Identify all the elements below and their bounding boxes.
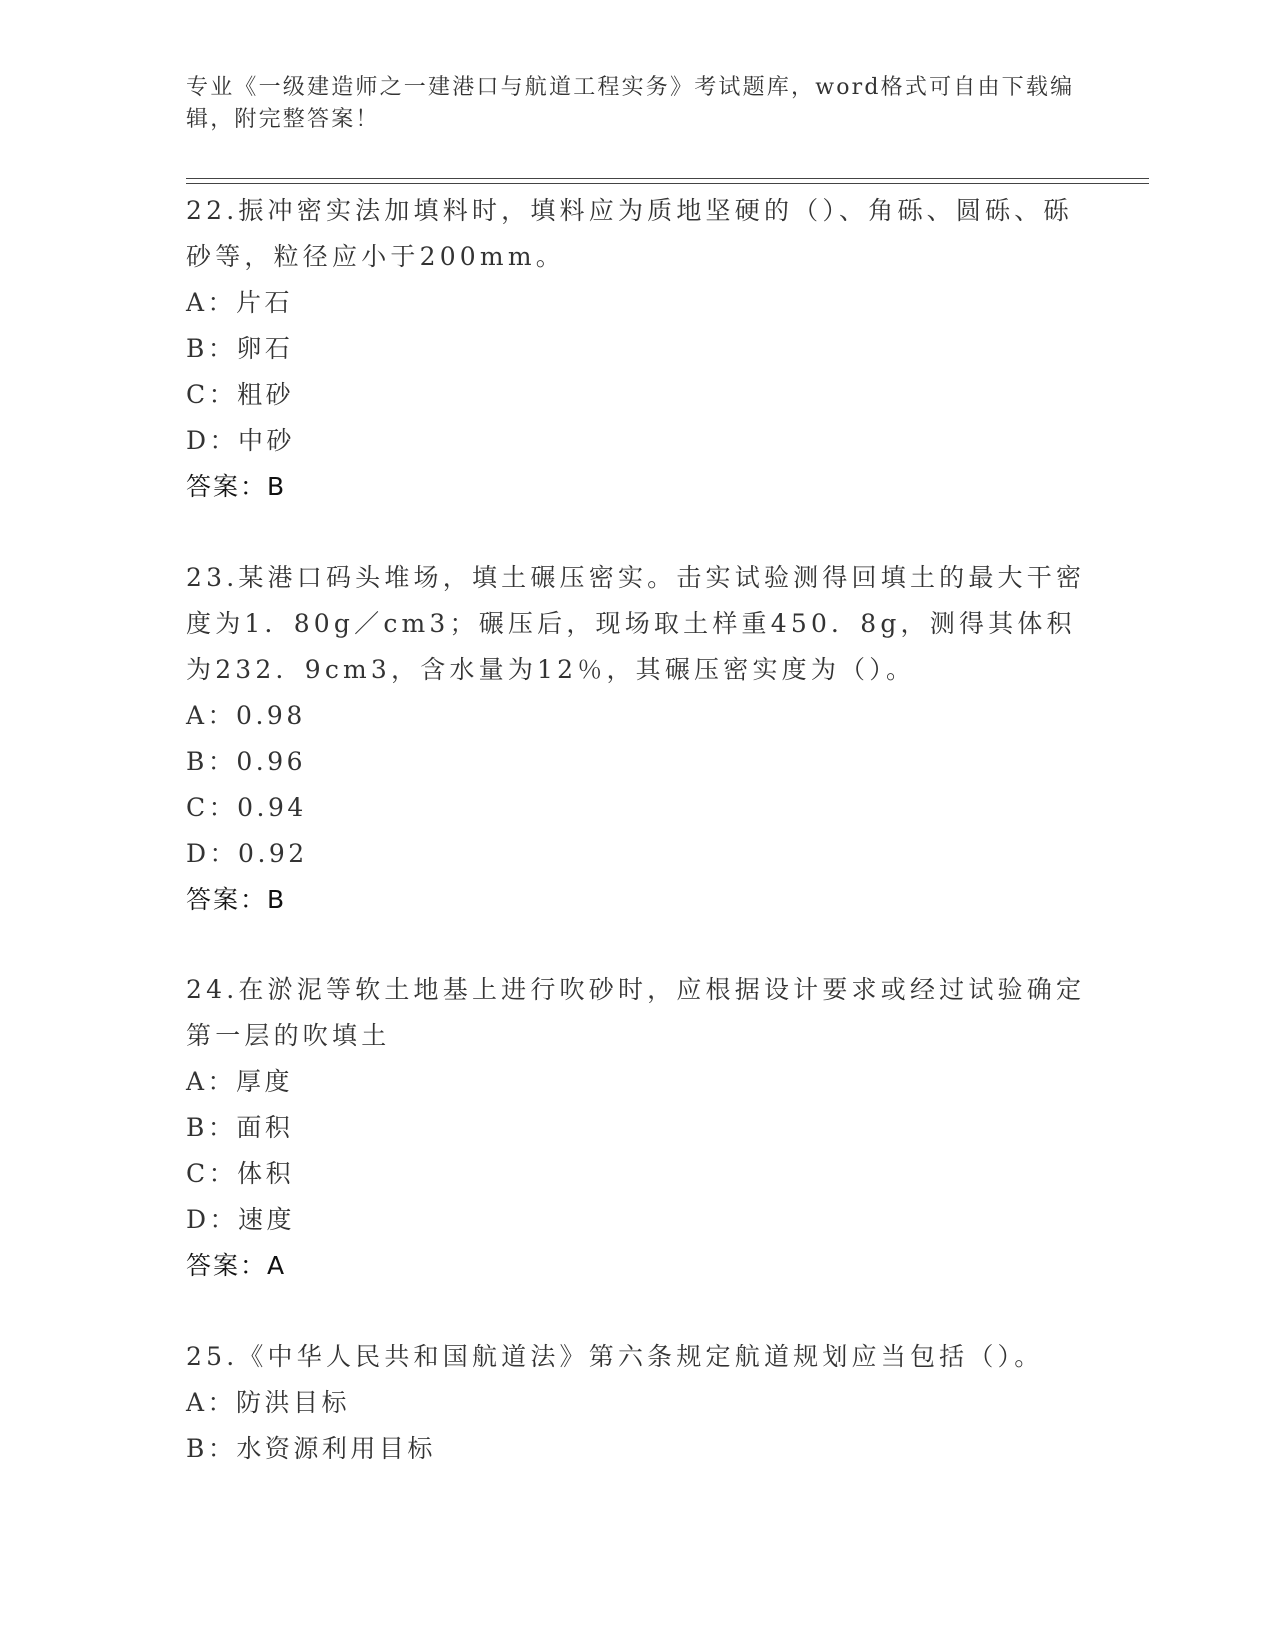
document-header-text: 专业《一级建造师之一建港口与航道工程实务》考试题库，word格式可自由下载编辑，附完整答案！ <box>186 75 1075 132</box>
question-24 <box>186 967 1086 1289</box>
question-stem: 23.某港口码头堆场，填土碾压密实。击实试验测得回填土的最大干密度为1．80g／cm3；碾压后，现场取土样重450．8g，测得其体积为232．9cm3，含水量为12％，其碾压密实度为（）。 <box>186 563 1086 684</box>
option-a: A：片石 <box>186 288 294 317</box>
option-c: C：粗砂 <box>186 380 295 409</box>
option-b: B：卵石 <box>186 334 294 363</box>
answer-label: 答案：A <box>186 1251 287 1280</box>
option-a: A：0.98 <box>186 701 306 730</box>
option-a: A：厚度 <box>186 1067 294 1096</box>
question-25 <box>186 1334 1086 1472</box>
option-b: B：面积 <box>186 1113 294 1142</box>
option-b: B：0.96 <box>186 747 307 776</box>
question-stem: 22.振冲密实法加填料时，填料应为质地坚硬的（）、角砾、圆砾、砾砂等，粒径应小于200mm。 <box>186 196 1073 271</box>
header-divider-bottom <box>186 183 1149 184</box>
option-b: B：水资源利用目标 <box>186 1434 436 1463</box>
question-stem: 25.《中华人民共和国航道法》第六条规定航道规划应当包括（）。 <box>186 1342 1044 1371</box>
option-c: C：体积 <box>186 1159 295 1188</box>
question-22 <box>186 188 1086 510</box>
option-a: A：防洪目标 <box>186 1388 351 1417</box>
header-divider-top <box>186 178 1149 179</box>
answer-label: 答案：B <box>186 885 287 914</box>
answer-label: 答案：B <box>186 472 287 501</box>
option-d: D：速度 <box>186 1205 296 1234</box>
question-stem: 24.在淤泥等软土地基上进行吹砂时，应根据设计要求或经过试验确定第一层的吹填土 <box>186 975 1086 1050</box>
question-23 <box>186 555 1086 923</box>
option-d: D：中砂 <box>186 426 296 455</box>
option-d: D：0.92 <box>186 839 308 868</box>
option-c: C：0.94 <box>186 793 307 822</box>
